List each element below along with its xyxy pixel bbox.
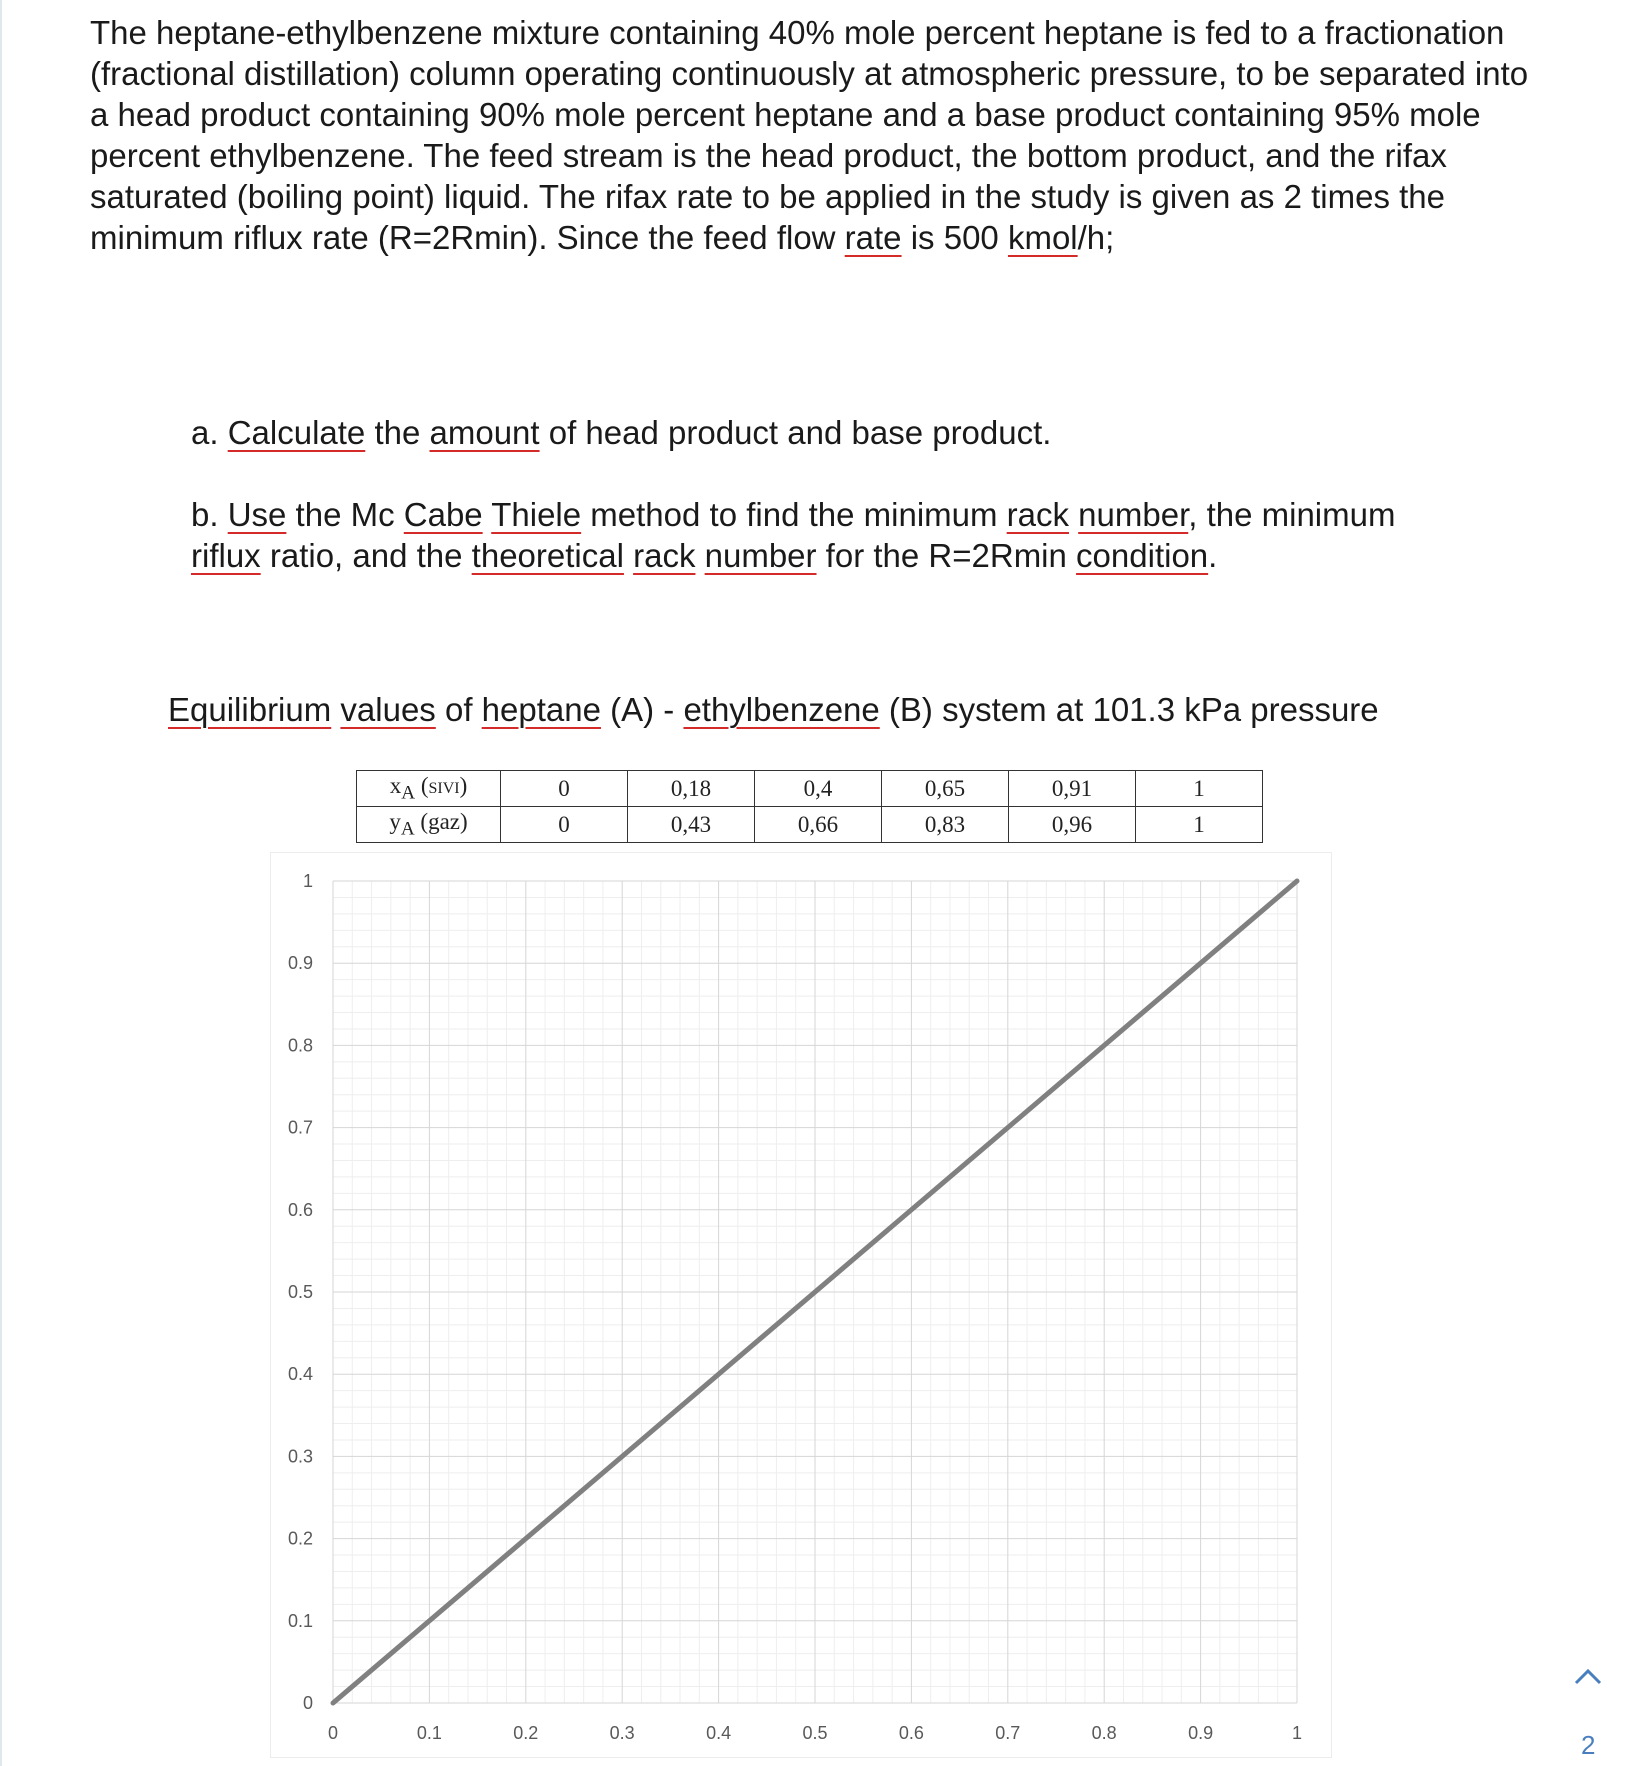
x-tick-label: 0.1 xyxy=(416,1723,442,1743)
y-value: 0,43 xyxy=(628,807,755,843)
y-row-label: $y_A$ (gaz) xyxy=(357,807,501,843)
qb-word-4: rack xyxy=(1006,496,1069,533)
x-tick-label: 0.2 xyxy=(513,1723,539,1743)
x-tick-label: 0.5 xyxy=(802,1723,828,1743)
qa-word-2: amount xyxy=(429,414,540,451)
y-tick-label: 1 xyxy=(302,871,313,891)
y-value: 0 xyxy=(501,807,628,843)
qb-word-6: riflux xyxy=(191,537,261,574)
xy-diagram-svg xyxy=(271,853,1331,1757)
qb-word-10: condition xyxy=(1076,537,1209,574)
intro-text-1: The heptane-ethylbenzene mixture containing 40% mole percent heptane is fed to a fractionation (fractional distillation) column operating continuously at atmospheric pressure, to be separated into a head product containing 90% mole percent heptane and a base product containing 95% mole percent ethylbenzene. The feed stream is the head product, the bottom product, and the rifax saturated (boiling point) liquid. The rifax rate to be applied in the study is given as 2 times the minimum riflux rate (R=2Rmin). Since the feed flow xyxy=(90,14,1529,256)
x-value: 0,4 xyxy=(755,771,882,807)
qb-word-2: Cabe xyxy=(403,496,483,533)
problem-statement xyxy=(90,12,1550,258)
qb-text-7 xyxy=(624,537,633,574)
qb-text-5: , the minimum xyxy=(1188,496,1396,533)
cap-word-1: Equilibrium xyxy=(168,691,332,728)
x-value: 1 xyxy=(1136,771,1263,807)
qb-word-1: Use xyxy=(227,496,287,533)
y-tick-label: 0.7 xyxy=(287,1117,313,1138)
intro-word-kmol: kmol xyxy=(1007,219,1078,256)
x-tick-label: 0.3 xyxy=(609,1723,635,1743)
y-tick-label: 0.5 xyxy=(287,1282,313,1302)
qa-text-2: of head product and base product. xyxy=(539,414,1052,451)
y-tick-label: 0.3 xyxy=(287,1446,313,1467)
y-value: 0,83 xyxy=(882,807,1009,843)
qb-prefix: b. xyxy=(191,496,228,533)
xy-diagram xyxy=(270,852,1332,1758)
x-tick-label: 0.9 xyxy=(1188,1723,1214,1743)
x-tick-label: 0.6 xyxy=(898,1723,924,1743)
x-value: 0,65 xyxy=(882,771,1009,807)
question-a xyxy=(191,412,1441,453)
qb-word-7: theoretical xyxy=(471,537,624,574)
table-caption xyxy=(168,689,1379,730)
qb-text-1: the Mc xyxy=(286,496,404,533)
cap-text-3: (A) - xyxy=(600,691,684,728)
x-row-label: $x_A$ (sıvı) xyxy=(357,771,501,807)
qa-text-1: the xyxy=(365,414,430,451)
intro-word-rate: rate xyxy=(844,219,902,256)
y-tick-label: 0.8 xyxy=(287,1035,313,1056)
y-value: 0,66 xyxy=(755,807,882,843)
x-tick-label: 0.7 xyxy=(995,1723,1021,1743)
equilibrium-table xyxy=(356,770,1263,843)
y-tick-label: 0.1 xyxy=(287,1610,313,1631)
chevron-up-icon[interactable] xyxy=(1574,1666,1602,1686)
cap-word-3: heptane xyxy=(481,691,601,728)
y-tick-label: 0.2 xyxy=(287,1528,313,1549)
qa-word-1: Calculate xyxy=(227,414,366,451)
qa-prefix: a. xyxy=(191,414,228,451)
qb-text-10: . xyxy=(1208,537,1218,574)
y-tick-label: 0 xyxy=(302,1693,313,1713)
question-b xyxy=(191,494,1441,576)
x-value: 0 xyxy=(501,771,628,807)
qb-text-4 xyxy=(1069,496,1078,533)
cap-word-4: ethylbenzene xyxy=(683,691,880,728)
x-tick-label: 1 xyxy=(1291,1723,1303,1743)
intro-text-2: is 500 xyxy=(901,219,1008,256)
qb-text-8 xyxy=(695,537,704,574)
intro-text-3: /h; xyxy=(1077,219,1115,256)
qb-text-3: method to find the minimum xyxy=(581,496,1007,533)
x-value: 0,18 xyxy=(628,771,755,807)
y-tick-label: 0.4 xyxy=(287,1364,313,1385)
cap-text-2: of xyxy=(435,691,482,728)
qb-word-3: Thiele xyxy=(491,496,582,533)
table-row-y xyxy=(357,807,1263,843)
qb-text-6: ratio, and the xyxy=(260,537,472,574)
y-tick-label: 0.9 xyxy=(287,953,313,974)
x-tick-label: 0 xyxy=(327,1723,339,1743)
qb-text-9: for the R=2Rmin xyxy=(816,537,1077,574)
x-tick-label: 0.8 xyxy=(1091,1723,1117,1743)
qb-word-8: rack xyxy=(633,537,696,574)
y-value: 0,96 xyxy=(1009,807,1136,843)
qb-text-2 xyxy=(483,496,492,533)
y-tick-label: 0.6 xyxy=(287,1199,313,1220)
x-value: 0,91 xyxy=(1009,771,1136,807)
page-number: 2 xyxy=(1581,1730,1596,1760)
qb-word-5: number xyxy=(1078,496,1189,533)
x-tick-label: 0.4 xyxy=(706,1723,732,1743)
left-border xyxy=(0,0,2,1766)
cap-text-4: (B) system at 101.3 kPa pressure xyxy=(879,691,1379,728)
table-row-x xyxy=(357,771,1263,807)
cap-word-2: values xyxy=(340,691,436,728)
qb-word-9: number xyxy=(704,537,817,574)
y-value: 1 xyxy=(1136,807,1263,843)
